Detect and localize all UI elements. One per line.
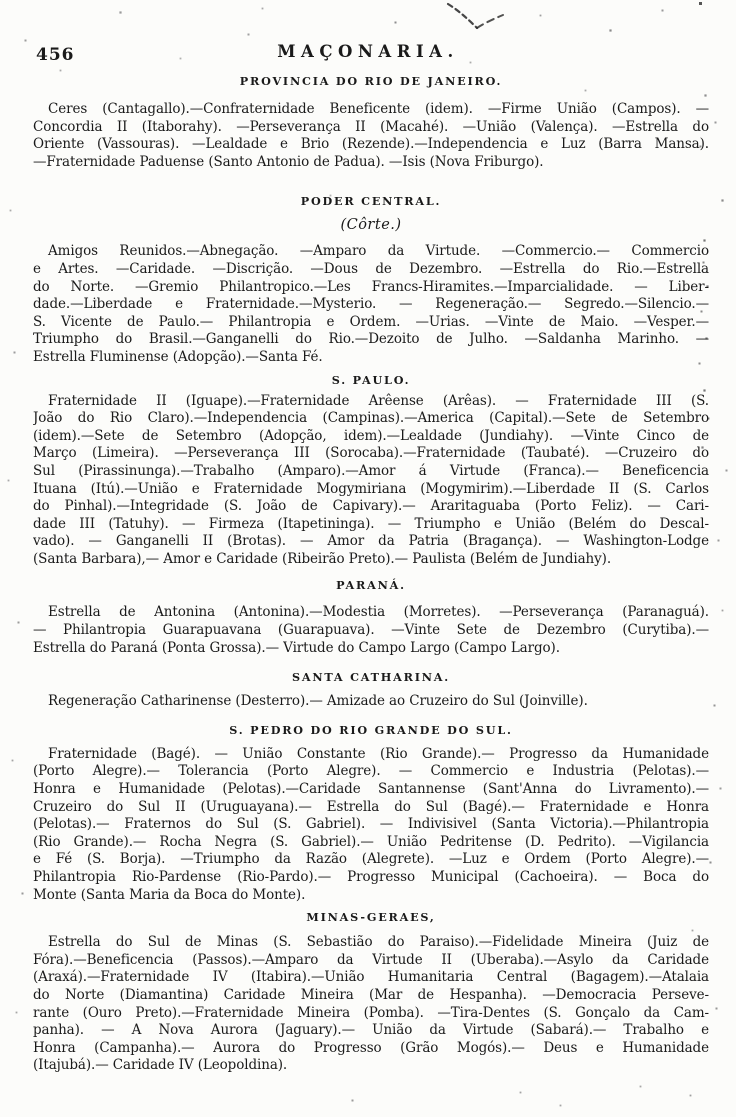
text-line: do Norte. —Gremio Philantropico.—Les Francs-Hiramites.—Imparcialidade. — Liber- [33, 278, 709, 295]
section [33, 670, 709, 711]
text-line: (Araxá).—Fraternidade IV (Itabira).—União Humanitaria Central (Bagagem).—Atalaia [33, 969, 709, 986]
text-line: rante (Ouro Preto).—Fraternidade Mineira (Pomba). —Tira-Dentes (S. Gonçalo da Cam- [33, 1004, 709, 1021]
section-heading: PARANÁ. [336, 578, 406, 593]
text-line: Amigos Reunidos.—Abnegação. —Amparo da Virtude. —Commercio.— Commercio [48, 243, 709, 260]
paragraph [33, 934, 709, 1075]
paragraph [33, 604, 709, 657]
section [33, 910, 709, 1075]
text-line: Estrella do Sul de Minas (S. Sebastião do Paraiso).—Fidelidade Mineira (Juiz de [48, 934, 709, 951]
text-line: Honra (Campanha).— Aurora do Progresso (Grão Mogós).— Deus e Humanidade [33, 1039, 709, 1056]
text-line: Philantropia Rio-Pardense (Rio-Pardo).— Progresso Municipal (Cachoeira). — Boca do [33, 869, 709, 885]
text-line: dade.—Liberdade e Fraternidade.—Mysterio. — Regeneração.— Segredo.—Silencio.— [33, 296, 709, 313]
section-heading: S. PEDRO DO RIO GRANDE DO SUL. [229, 722, 513, 737]
text-line: Ituana (Itú).—União e Fraternidade Mogymiriana (Mogymirim).—Liberdade II (S. Carlos [33, 480, 709, 497]
section-heading: PODER CENTRAL. [300, 194, 442, 209]
section [33, 194, 709, 366]
text-line: — Philantropia Guarapuavana (Guarapuava). —Vinte Sete de Dezembro (Curytiba).— [33, 622, 709, 639]
text-line: e Fé (S. Borja). —Triumpho da Razão (Alegrete). —Luz e Ordem (Porto Alegre).— [33, 851, 709, 868]
scan-noise [0, 0, 1, 1]
text-line: vado). — Ganganelli II (Brotas). — Amor da Patria (Bragança). — Washington-Lodge [33, 533, 709, 550]
text-line: Triumpho do Brasil.—Ganganelli do Rio.—Dezoito de Julho. —Saldanha Marinho. — [33, 331, 709, 348]
text-line: Concordia II (Itaborahy). —Perseverança II (Macahé). —União (Valença). —Estrella do [33, 118, 709, 135]
text-line: (Rio Grande).— Rocha Negra (S. Gabriel).— União Pedritense (D. Pedrito). —Vigilancia [33, 833, 709, 850]
text-line: (Porto Alegre).— Tolerancia (Porto Alegre). — Commercio e Industria (Pelotas).— [33, 763, 709, 780]
paragraph [33, 393, 709, 569]
text-line: (Pelotas).— Fraternos do Sul (S. Gabriel). — Indivisivel (Santa Victoria).—Philantropia [33, 816, 709, 833]
text-line: Estrella de Antonina (Antonina).—Modestia (Morretes). —Perseverança (Paranaguá). [48, 604, 709, 621]
text-line: e Artes. —Caridade. —Discrição. —Dous de Dezembro. —Estrella do Rio.—Estrella [33, 260, 709, 277]
text-line: (Santa Barbara),— Amor e Caridade (Ribeirão Preto).— Paulista (Belém de Jundiahy). [33, 550, 612, 567]
text-line: João do Rio Claro).—Independencia (Campinas).—America (Capital).—Sete de Setembro [33, 410, 709, 427]
text-line: Monte (Santa Maria da Boca do Monte). [33, 886, 306, 903]
text-line: S. Vicente de Paulo.— Philantropia e Ordem. —Urias. —Vinte de Maio. —Vesper.— [33, 313, 709, 330]
text-line: Honra e Humanidade (Pelotas).—Caridade Santannense (Sant'Anna do Livramento).— [33, 781, 709, 798]
text-line: (Itajubá).— Caridade IV (Leopoldina). [33, 1057, 288, 1074]
text-line: (idem).—Sete de Setembro (Adopção, idem).—Lealdade (Jundiahy). —Vinte Cinco de [33, 427, 709, 444]
text-line: panha). — A Nova Aurora (Jaguary).— União da Virtude (Sabará).— Trabalho e [33, 1022, 709, 1039]
paragraph [33, 101, 709, 171]
section [33, 74, 709, 171]
section [33, 373, 709, 569]
page-number: 456 [36, 45, 75, 65]
section [33, 578, 709, 657]
text-line: Cruzeiro do Sul II (Uruguayana).— Estrella do Sul (Bagé).— Fraternidade e Honra [33, 798, 709, 815]
text-line: Fraternidade (Bagé). — União Constante (Rio Grande).— Progresso da Humanidade [48, 745, 709, 762]
text-line: Estrella do Paraná (Ponta Grossa).— Virtude do Campo Largo (Campo Largo). [33, 639, 560, 656]
text-line: Fraternidade II (Iguape).—Fraternidade Arêense (Arêas). — Fraternidade III (S. [48, 392, 709, 409]
text-line: dade III (Tatuhy). — Firmeza (Itapetininga). — Triumpho e União (Belém do Descal- [33, 515, 709, 532]
section-subheading: (Côrte.) [340, 217, 402, 234]
text-line: Ceres (Cantagallo).—Confraternidade Beneficente (idem). —Firme União (Campos). — [48, 101, 709, 117]
text-line: Oriente (Vassouras). —Lealdade e Brio (Rezende).—Independencia e Luz (Barra Mansa). [33, 136, 709, 153]
section-heading: SANTA CATHARINA. [292, 670, 450, 685]
paragraph [33, 746, 709, 904]
text-line: Estrella Fluminense (Adopção).—Santa Fé. [33, 348, 323, 365]
text-line: Sul (Pirassinunga).—Trabalho (Amparo).—Amor á Virtude (Franca).— Beneficencia [33, 462, 709, 479]
text-line: do Pinhal).—Integridade (S. João de Capivary).— Araritaguaba (Porto Feliz). — Cari- [33, 498, 709, 515]
paragraph [33, 243, 709, 366]
text-line: do Norte (Diamantina) Caridade Mineira (Mar de Hespanha). —Democracia Perseve- [33, 986, 709, 1003]
text-line: Fóra).—Beneficencia (Passos).—Amparo da Virtude II (Uberaba).—Asylo da Caridade [33, 951, 709, 968]
section-heading: S. PAULO. [331, 372, 411, 387]
text-line: Regeneração Catharinense (Desterro).— Amizade ao Cruzeiro do Sul (Joinville). [48, 693, 588, 710]
section [33, 723, 709, 904]
text-line: Março (Limeira). —Perseverança III (Sorocaba).—Fraternidade (Taubaté). —Cruzeiro do [33, 445, 709, 462]
content-column [33, 0, 709, 1075]
paragraph [33, 693, 709, 711]
text-line: —Fraternidade Paduense (Santo Antonio de Padua). —Isis (Nova Friburgo). [33, 153, 544, 170]
section-heading: PROVINCIA DO RIO DE JANEIRO. [239, 74, 503, 88]
page-title: MAÇONARIA. [277, 42, 459, 61]
section-heading: MINAS-GERAES, [306, 910, 436, 925]
